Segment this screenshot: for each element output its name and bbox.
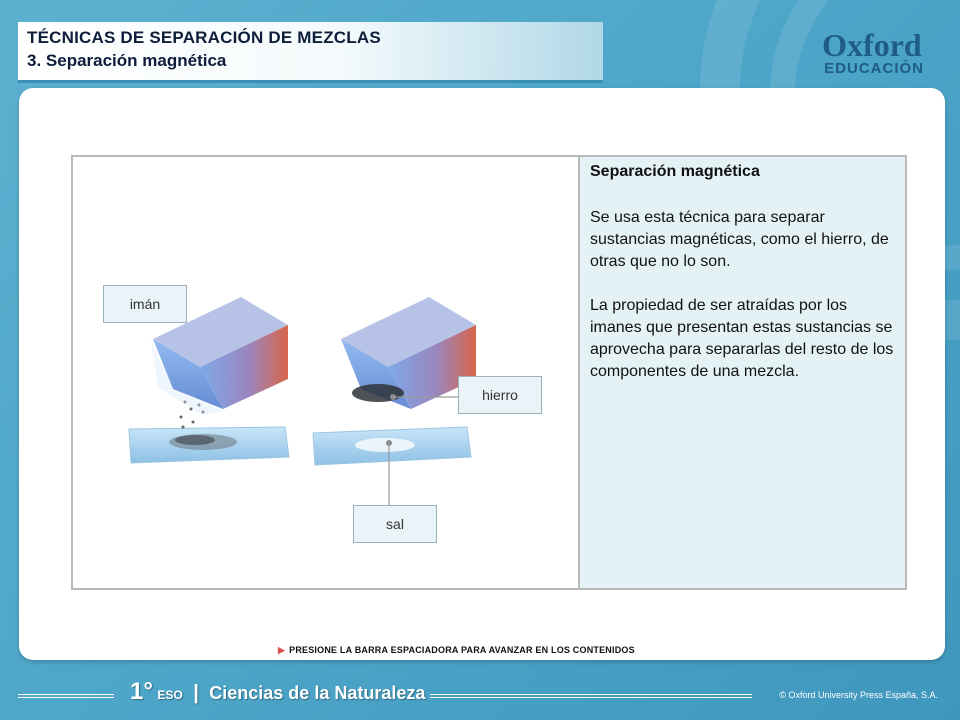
course-label [130, 678, 425, 706]
illustration-area [73, 157, 580, 588]
brand-sub: EDUCACIÓN [824, 60, 924, 77]
footer-line-right [430, 694, 752, 698]
slide-subtitle: 3. Separación magnética [27, 51, 227, 70]
label-hierro: hierro [458, 376, 542, 414]
slide-title: TÉCNICAS DE SEPARACIÓN DE MEZCLAS [27, 28, 381, 47]
course-separator: | [193, 682, 199, 704]
mixture-particles [169, 434, 237, 450]
magnet-right [341, 297, 476, 409]
footer-line-left [18, 694, 114, 698]
play-arrow-icon: ▶ [278, 645, 286, 655]
copyright: © Oxford University Press España, S.A. [779, 690, 938, 700]
description-paragraph-2: La propiedad de ser atraídas por los imanes que presentan estas sustancias se aprovecha para separarlas del resto de los componentes de una mezcla. [590, 297, 894, 380]
content-frame [71, 155, 907, 590]
course-level: ESO [157, 688, 183, 702]
advance-instruction [278, 645, 635, 656]
label-sal: sal [353, 505, 437, 543]
slide-header [18, 22, 603, 83]
description-panel [580, 157, 905, 588]
brand-name: Oxford [822, 27, 922, 63]
label-iman: imán [103, 285, 187, 323]
course-subject: Ciencias de la Naturaleza [209, 683, 426, 703]
advance-instruction-text: PRESIONE LA BARRA ESPACIADORA PARA AVANZAR EN LOS CONTENIDOS [289, 645, 635, 655]
course-number: 1° [130, 678, 153, 705]
description-title: Separación magnética [590, 163, 760, 180]
magnetic-separation-illustration [73, 157, 578, 588]
salt-particles [355, 438, 415, 452]
description-paragraph-1: Se usa esta técnica para separar sustancias magnéticas, como el hierro, de otras que no lo son. [590, 209, 889, 270]
oxford-logo [822, 27, 924, 77]
